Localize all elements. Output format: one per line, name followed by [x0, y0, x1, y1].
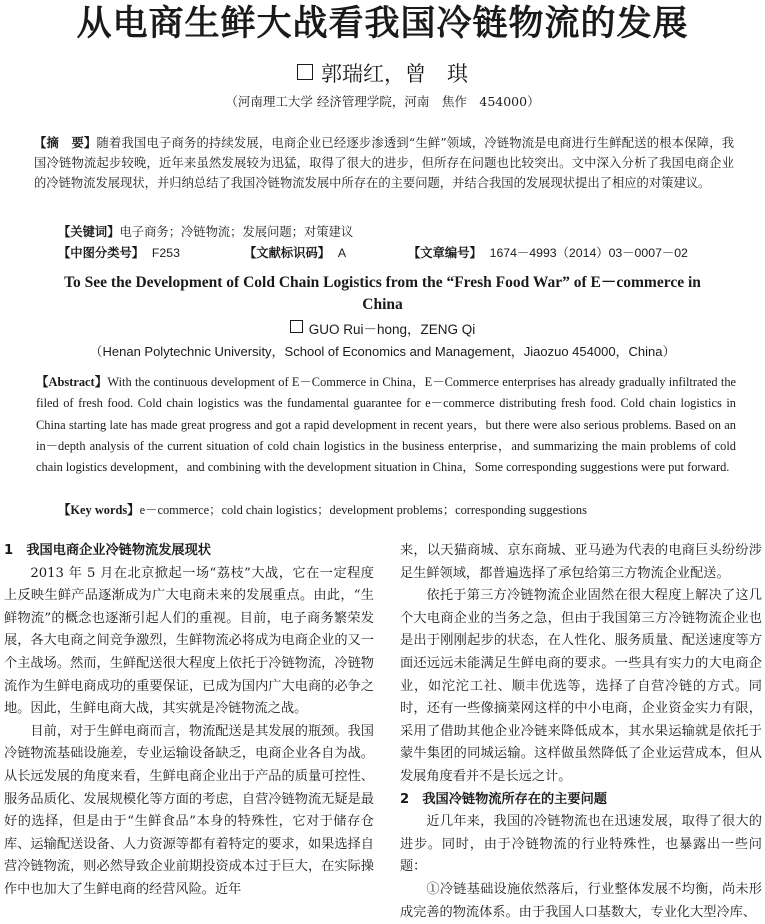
abstract-en-text: With the continuous development of E－Commerce in China，E－Commerce enterprises has already gradually infiltrated the filed of fresh food. Cold chain logistics was the fundamental guarantee for e－commerce distributing fresh food. Cold chain logistics in China starting late has made great progress and got a rapid development in recent years，but there were also serious problems. Based on an in－depth analysis of the current situation of cold chain logistics in the business enterprise，and summarizing the main problems of cold chain logistics development，and combining with the development situation in China，Some corresponding suggestions were put forward.: [36, 375, 737, 475]
body-paragraph: 近几年来，我国的冷链物流也在迅速发展，取得了很大的进步。同时，由于冷链物流的行业特殊性，也暴露出一些问题：: [400, 814, 762, 875]
doc-label: 【文献标识码】: [244, 245, 331, 260]
paper-title-en: To See the Development of Cold Chain Logistics from the “Fresh Food War” of E－commerce in China: [64, 274, 701, 313]
article-value: 1674－4993（2014）03－0007－02: [489, 246, 688, 260]
keywords-cn: [58, 222, 748, 242]
clc-code: [58, 243, 180, 263]
abstract-cn-label: 【摘 要】: [34, 135, 97, 150]
body-paragraph: 2013 年 5 月在北京掀起一场“荔枝”大战，它在一定程度上反映生鲜产品逐渐成为广大电商未来的发展重点。由此，“生鲜物流”的概念也逐渐引起人们的重视。目前，电子商务繁荣发展，各大电商之间竞争激烈，生鲜物流必将成为电商企业的又一个主战场。然而，生鲜配送很大程度上依托于冷链物流，冷链物流作为生鲜电商成功的重要保证，已成为国内广大电商的必争之地。因此，生鲜电商大战，其实就是冷链物流之战。: [4, 565, 374, 717]
article-label: 【文章编号】: [408, 245, 482, 260]
body-paragraph: 依托于第三方冷链物流企业固然在很大程度上解决了这几个大电商企业的当务之急，但由于我国第三方冷链物流企业也是出于刚刚起步的状态，在人性化、服务质量、配送速度等方面还远远未能满足生鲜电商的要求。一些具有实力的大电商企业，如沱沱工社、顺丰优选等，选择了自营冷链的方式。同时，还有一些像摘菜网这样的中小电商，企业资金实力有限，采用了借助其他企业冷链来降低成本，其水果运输就是依托于蒙牛集团的同城运输。这样做虽然降低了企业运营成本，但从发展角度看并不是长远之计。: [400, 588, 762, 784]
affiliation-en: （Henan Polytechnic University，School of Economics and Management，Jiaozuo 454000，China）: [89, 344, 676, 359]
keywords-cn-text: 电子商务；冷链物流；发展问题；对策建议: [119, 225, 354, 239]
section-1-heading: 1 我国电商企业冷链物流发展现状: [4, 543, 211, 558]
clc-label: 【中图分类号】: [58, 245, 145, 260]
affiliation-cn: （河南理工大学 经济管理学院，河南 焦作 454000）: [225, 94, 540, 109]
abstract-cn: [34, 133, 734, 193]
authors-en: [0, 320, 765, 340]
author-marker-box: [297, 64, 313, 80]
article-number: [408, 243, 688, 263]
keywords-en: [58, 500, 748, 520]
authors-cn: [0, 60, 765, 88]
abstract-en: [36, 372, 736, 478]
doc-value: A: [337, 246, 347, 260]
body-column-right: [400, 540, 762, 924]
keywords-en-text: e－commerce；cold chain logistics；development problems；corresponding suggestions: [139, 503, 587, 517]
clc-value: F253: [151, 246, 180, 260]
authors-en-text: GUO Rui－hong，ZENG Qi: [308, 322, 476, 337]
abstract-cn-text: 随着我国电子商务的持续发展，电商企业已经逐步渗透到“生鲜”领域，冷链物流是电商进行生鲜配送的根本保障，我国冷链物流起步较晚，近年来虽然发展较为迅猛，取得了很大的进步，但所存在问题也比较突出。文中深入分析了我国电商企业的冷链物流发展现状，并归纳总结了我国冷链物流发展中所存在的主要问题，并结合我国的发展现状提出了相应的对策建议。: [34, 136, 734, 190]
doc-code: [244, 243, 346, 263]
body-column-left: [4, 540, 374, 902]
body-paragraph: ①冷链基础设施依然落后，行业整体发展不均衡，尚未形成完善的物流体系。由于我国人口基数大，专业化大型冷库、: [400, 881, 762, 920]
authors-cn-text: 郭瑞红，曾 琪: [321, 62, 468, 86]
abstract-en-label: 【Abstract】: [36, 375, 108, 389]
keywords-en-label: 【Key words】: [58, 503, 140, 517]
author-marker-box-en: [290, 320, 303, 333]
section-2-heading: 2 我国冷链物流所存在的主要问题: [400, 791, 607, 807]
body-paragraph-continued: 来，以天猫商城、京东商城、亚马逊为代表的电商巨头纷纷涉足生鲜领域，都普遍选择了承包给第三方物流企业配送。: [400, 543, 762, 581]
keywords-cn-label: 【关键词】: [58, 224, 120, 239]
body-paragraph: 目前，对于生鲜电商而言，物流配送是其发展的瓶颈。我国冷链物流基础设施差，专业运输设备缺乏，电商企业各自为战。从长远发展的角度来看，生鲜电商企业出于产品的质量可控性、服务品质化、发展规模化等方面的考虑，自营冷链物流无疑是最好的选择，但是由于“生鲜食品”本身的特殊性，它对于储存仓库、运输配送设备、人力资源等都有着特定的要求，如果选择自营冷链物流，则必然导致企业前期投资成本过于巨大，在实际操作中也加大了生鲜电商的经营风险。近年: [4, 723, 374, 897]
paper-title-cn: 从电商生鲜大战看我国冷链物流的发展: [76, 3, 689, 44]
